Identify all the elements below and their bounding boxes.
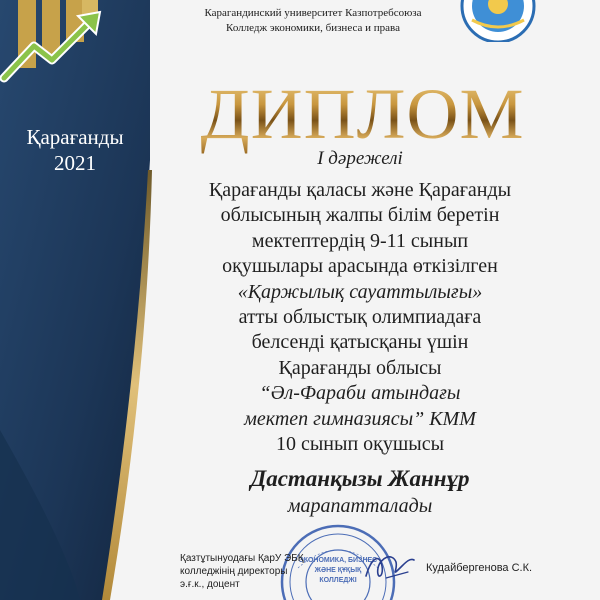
body-line: оқушылары арасында өткізілген xyxy=(222,255,498,278)
body-line: белсенді қатысқаны үшін xyxy=(251,331,469,354)
header xyxy=(168,6,458,36)
sidebar-city: Қарағанды xyxy=(26,125,124,149)
signatory-line: э.ғ.к., доцент xyxy=(180,579,240,590)
diploma-body xyxy=(170,178,550,457)
body-line-school: мектеп гимназиясы” КММ xyxy=(244,407,476,430)
body-line-school: “Әл-Фараби атындағы xyxy=(259,382,461,405)
signatory-title xyxy=(180,552,400,591)
sidebar-year: 2021 xyxy=(54,151,96,175)
sidebar-city-year xyxy=(0,124,150,176)
stamp-text: ЭКОНОМИКА, БИЗНЕС xyxy=(298,557,378,564)
stamp-text: КОЛЛЕДЖІ xyxy=(319,577,357,584)
body-line: Қарағанды облысы xyxy=(278,356,442,379)
diploma-degree: I дәрежелі xyxy=(317,148,403,169)
body-line: мектептердің 9-11 сынып xyxy=(251,229,469,252)
signatory-line: колледжінің директоры xyxy=(180,566,288,577)
signatory-name: Кудайбергенова С.К. xyxy=(426,562,533,574)
body-line: облысының жалпы білім беретін xyxy=(220,204,500,227)
stamp-text: ЖӘНЕ ҚҰҚЫҚ xyxy=(314,567,362,574)
recipient-name: Дастанқызы Жаннұр xyxy=(250,466,470,491)
growth-chart-logo-icon xyxy=(0,0,110,92)
body-line: атты облыстық олимпиадаға xyxy=(238,306,482,329)
header-college: Колледж экономики, бизнеса и права xyxy=(226,22,400,34)
signatory-line: Қазтұтынуодағы ҚарУ ЭБҚ xyxy=(180,553,304,564)
awarded-text: марапатталады xyxy=(287,495,433,517)
left-decorative-panel xyxy=(0,0,165,600)
body-line: 10 сынып оқушысы xyxy=(275,433,445,456)
body-line-olympiad-name: «Қаржылық сауаттылығы» xyxy=(237,280,483,303)
header-university: Карагандинский университет Казпотребсоюза xyxy=(204,7,422,19)
body-line: Қарағанды қаласы және Қарағанды xyxy=(208,179,512,201)
college-emblem-icon xyxy=(452,0,544,42)
diploma-title: ДИПЛОМ xyxy=(190,74,535,154)
